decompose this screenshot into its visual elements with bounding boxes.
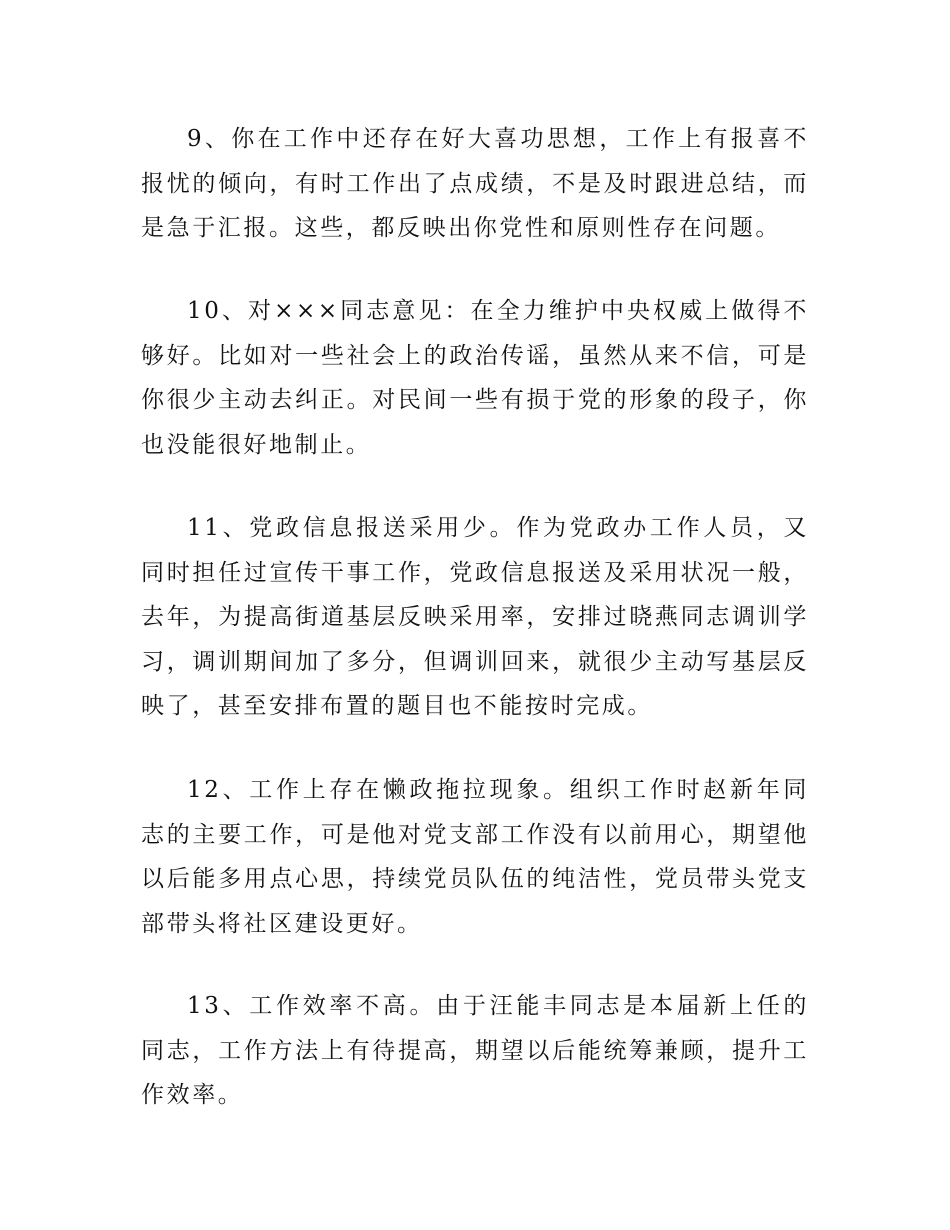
paragraph-item-13: 13、工作效率不高。由于汪能丰同志是本届新上任的同志，工作方法上有待提高，期望以后能统筹兼顾，提升工作效率。 — [141, 993, 809, 1108]
paragraph-item-12: 12、工作上存在懒政拖拉现象。组织工作时赵新年同志的主要工作，可是他对党支部工作没有以前用心，期望他以后能多用点心思，持续党员队伍的纯洁性，党员带头党支部带头将社区建设更好。 — [141, 777, 809, 937]
paragraph-item-9: 9、你在工作中还存在好大喜功思想，工作上有报喜不报忧的倾向，有时工作出了点成绩，不是及时跟进总结，而是急于汇报。这些，都反映出你党性和原则性存在问题。 — [141, 126, 809, 241]
paragraph-item-10: 10、对×××同志意见：在全力维护中央权威上做得不够好。比如对一些社会上的政治传谣，虽然从来不信，可是你很少主动去纠正。对民间一些有损于党的形象的段子，你也没能很好地制止。 — [141, 298, 809, 458]
paragraph-item-11: 11、党政信息报送采用少。作为党政办工作人员，又同时担任过宣传干事工作，党政信息报送及采用状况一般，去年，为提高街道基层反映采用率，安排过晓燕同志调训学习，调训期间加了多分，但调训回来，就很少主动写基层反映了，甚至安排布置的题目也不能按时完成。 — [141, 515, 809, 719]
